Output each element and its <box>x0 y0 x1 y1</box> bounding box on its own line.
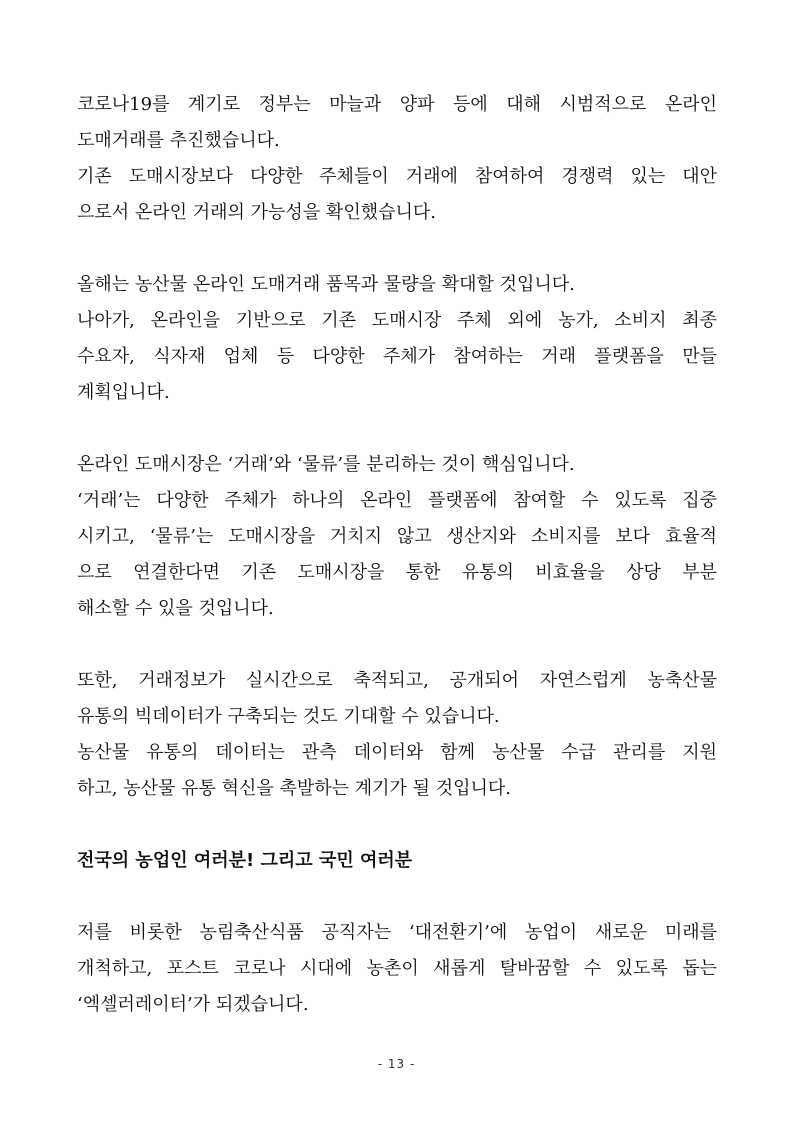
paragraph-3-line-2: ‘거래’는 다양한 주체가 하나의 온라인 플랫폼에 참여할 수 있도록 집중 <box>77 490 717 511</box>
paragraph-2-line-3: 수요자, 식자재 업체 등 다양한 주체가 참여하는 거래 플랫폼을 만들 <box>77 346 717 367</box>
paragraph-1-line-2: 도매거래를 추진했습니다. <box>77 130 280 151</box>
paragraph-3-line-4: 으로 연결한다면 기존 도매시장을 통한 유통의 비효율을 상당 부분 <box>77 562 717 583</box>
paragraph-2-line-2: 나아가, 온라인을 기반으로 기존 도매시장 주체 외에 농가, 소비지 최종 <box>77 310 717 331</box>
paragraph-4-line-3: 농산물 유통의 데이터는 관측 데이터와 함께 농산물 수급 관리를 지원 <box>77 742 717 763</box>
paragraph-1-line-1: 코로나19를 계기로 정부는 마늘과 양파 등에 대해 시범적으로 온라인 <box>77 94 717 115</box>
paragraph-3-line-1: 온라인 도매시장은 ‘거래’와 ‘물류’를 분리하는 것이 핵심입니다. <box>77 454 575 475</box>
closing-line-1: 저를 비롯한 농림축산식품 공직자는 ‘대전환기’에 농업이 새로운 미래를 <box>77 922 717 943</box>
paragraph-2-line-1: 올해는 농산물 온라인 도매거래 품목과 물량을 확대할 것입니다. <box>77 274 575 295</box>
section-heading: 전국의 농업인 여러분! 그리고 국민 여러분 <box>77 850 413 871</box>
page-number: - 13 - <box>377 1057 416 1071</box>
paragraph-3-line-5: 해소할 수 있을 것입니다. <box>77 598 274 619</box>
closing-line-3: ‘엑셀러레이터’가 되겠습니다. <box>77 994 309 1015</box>
paragraph-1-line-3: 기존 도매시장보다 다양한 주체들이 거래에 참여하여 경쟁력 있는 대안 <box>77 166 717 187</box>
paragraph-4-line-1: 또한, 거래정보가 실시간으로 축적되고, 공개되어 자연스럽게 농축산물 <box>77 670 717 691</box>
closing-line-2: 개척하고, 포스트 코로나 시대에 농촌이 새롭게 탈바꿈할 수 있도록 돕는 <box>77 958 717 979</box>
paragraph-2-line-4: 계획입니다. <box>77 382 170 403</box>
paragraph-4-line-2: 유통의 빅데이터가 구축되는 것도 기대할 수 있습니다. <box>77 706 500 727</box>
paragraph-4-line-4: 하고, 농산물 유통 혁신을 촉발하는 계기가 될 것입니다. <box>77 778 512 799</box>
paragraph-3-line-3: 시키고, ‘물류’는 도매시장을 거치지 않고 생산지와 소비지를 보다 효율적 <box>77 526 717 547</box>
paragraph-1-line-4: 으로서 온라인 거래의 가능성을 확인했습니다. <box>77 202 436 223</box>
